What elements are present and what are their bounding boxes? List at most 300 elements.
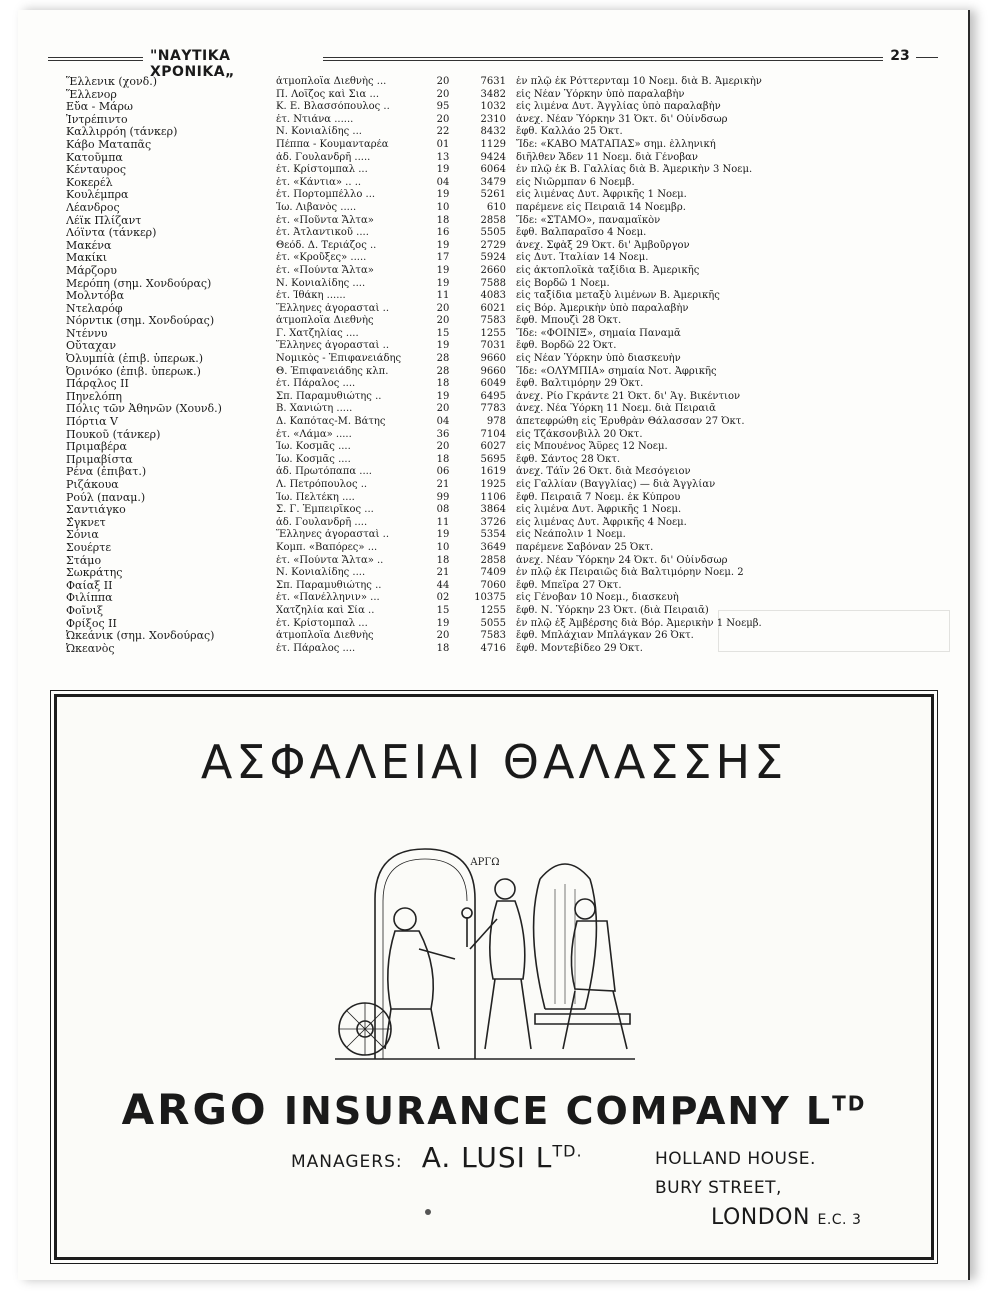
- printer-dot: [425, 1209, 431, 1215]
- ship-name: Φιλίππα: [66, 592, 113, 605]
- header-rule-far: [916, 57, 938, 59]
- ship-status: εἰς Δυτ. Ἰταλίαν 14 Νοεμ.: [516, 252, 649, 264]
- ship-row: [66, 126, 806, 139]
- ship-owner: Νομικὸς - Ἐπιφανειάδης: [276, 353, 402, 365]
- ship-status: Ἴδε: «ΟΛΥΜΠΙΑ» σημαία Νοτ. Ἀφρικῆς: [516, 365, 717, 377]
- header-rule-right: [323, 57, 883, 61]
- illustration-caption: ΑΡΓΩ: [470, 857, 500, 868]
- address-city: LONDON: [711, 1205, 810, 1230]
- ship-owner: ἐτ. «Πούντα Ἄλτα»: [276, 264, 374, 276]
- ship-owner: Ἰω. Κοσμᾶς ....: [276, 453, 351, 465]
- ship-owner: ἀτμοπλοΐα Διεθνὴς: [276, 315, 374, 327]
- ship-name: Σωκράτης: [66, 567, 123, 580]
- ship-tonnage: 7583: [480, 315, 506, 327]
- ship-row: [66, 454, 806, 467]
- ship-owner: ἐτ. Κρίστομπαλ ...: [276, 164, 368, 176]
- ship-name: Πουκοῦ (τάνκερ): [66, 428, 161, 441]
- ship-owner: Θεόδ. Δ. Τεριάζος ..: [276, 239, 377, 251]
- ship-owner: Θ. Ἐπιφανειάδης κλπ.: [276, 365, 389, 377]
- ship-name: Ὠκεάνικ (σημ. Χονδούρας): [66, 630, 215, 643]
- ship-year: 11: [436, 290, 450, 302]
- ship-name: Ντελαρόφ: [66, 302, 123, 315]
- ship-year: 19: [436, 529, 450, 541]
- ship-owner: Δ. Καπότας-Μ. Βάτης: [276, 416, 386, 428]
- ship-row: [66, 114, 806, 127]
- ship-name: Μάρζορυ: [66, 264, 117, 277]
- managers-name-text: A. LUSI L: [421, 1141, 553, 1174]
- company-rest: INSURANCE COMPANY L: [283, 1089, 833, 1133]
- ship-name: Ὀλυμπίὰ (ἐπιβ. ὑπερωκ.): [66, 353, 204, 366]
- ship-year: 19: [436, 277, 450, 289]
- ship-year: 11: [436, 516, 450, 528]
- ship-owner: ἐτ. Ἰθάκη ......: [276, 290, 346, 302]
- ship-tonnage: 7783: [480, 403, 506, 415]
- ship-status: διῆλθεν Ἄδεν 11 Νοεμ. διὰ Γένοβαν: [516, 151, 698, 163]
- ship-status: εἰς ἀκτοπλοϊκὰ ταξίδια Β. Ἀμερικῆς: [516, 264, 700, 276]
- ship-owner: Σπ. Παραμυθιώτης ..: [276, 579, 382, 591]
- ship-owner: Σ. Γ. Ἐμπειρῖκος ...: [276, 504, 374, 516]
- ship-year: 08: [436, 504, 450, 516]
- ship-tonnage: 7031: [480, 340, 506, 352]
- ship-tonnage: 3479: [480, 176, 506, 188]
- ship-year: 19: [436, 189, 450, 201]
- ship-tonnage: 9424: [480, 151, 506, 163]
- ship-status: ἔφθ. Μπουζὶ 28 Ὀκτ.: [516, 315, 622, 327]
- ship-owner: ἀτμοπλοΐα Διεθνὴς ...: [276, 76, 387, 87]
- ship-owner: Ἕλληνες ἀγορασταὶ ..: [276, 529, 390, 541]
- ship-tonnage: 1925: [480, 479, 506, 490]
- ship-row: [66, 366, 806, 379]
- ship-tonnage: 10375: [474, 592, 506, 604]
- ship-owner: Ἕλληνες ἀγορασταὶ ..: [276, 340, 390, 352]
- ship-status: εἰς Μπουένος Ἄϋρες 12 Νοεμ.: [516, 441, 668, 453]
- ship-status: ἔφθ. Μπεΐρα 27 Ὀκτ.: [516, 579, 622, 591]
- ship-status: Ἴδε: «ΚΑΒΟ ΜΑΤΑΠΑΣ» σημ. ἑλληνική: [516, 138, 716, 150]
- ship-name: Μερόπη (σημ. Χονδούρας): [66, 277, 212, 290]
- ship-status: ἀνεχ. Νέαν Ὑόρκην 24 Ὀκτ. δι' Οὐίνδσωρ: [516, 554, 728, 566]
- ship-year: 17: [436, 252, 450, 264]
- ship-owner: Κ. Ε. Βλασσόπουλος ..: [276, 101, 390, 113]
- ship-tonnage: 6021: [480, 302, 506, 314]
- ship-name: Κοκερέλ: [66, 176, 113, 189]
- ship-status: εἰς Τζάκσονβιλλ 20 Ὀκτ.: [516, 428, 643, 440]
- ship-status: εἰς λιμένας Δυτ. Ἀφρικῆς 1 Νοεμ.: [516, 189, 687, 201]
- newspaper-page: [18, 10, 970, 1280]
- ship-row: [66, 555, 806, 568]
- ship-status: ἔφθ. Βαλτιμόρην 29 Ὀκτ.: [516, 378, 644, 390]
- ship-name: Σ̓γκνετ: [66, 516, 106, 529]
- ship-tonnage: 1619: [480, 466, 506, 478]
- ship-row: [66, 630, 806, 643]
- ship-name: Πάρα̨λος II: [66, 378, 129, 391]
- ship-tonnage: 8432: [480, 126, 506, 138]
- ship-status: εἰς Νέαν Ὑόρκην ὑπὸ διασκευὴν: [516, 353, 681, 365]
- ship-status: ἀνεχ. Νέαν Ὑόρκην 31 Ὀκτ. δι' Οὐίνδσωρ: [516, 113, 728, 125]
- ship-year: 19: [436, 239, 450, 251]
- ship-name: Ριζάκουα: [66, 479, 119, 491]
- ship-year: 20: [436, 403, 450, 415]
- ship-owner: ἀδ. Γουλανδρῆ .....: [276, 151, 371, 163]
- ship-name: Εὔα - Μάρω: [66, 101, 133, 114]
- ship-tonnage: 1255: [480, 604, 506, 616]
- ship-name: Πριμαβέρα: [66, 441, 127, 454]
- ship-year: 44: [436, 579, 450, 591]
- ship-tonnage: 3482: [480, 88, 506, 100]
- ship-row: [66, 89, 806, 102]
- ship-name: Ὠκεανὸς: [66, 642, 115, 655]
- managers-label: MANAGERS:: [291, 1152, 403, 1172]
- ship-status: εἰς λιμένα Δυτ. Ἀγγλίας ὑπὸ παραλαβὴν: [516, 101, 721, 113]
- ship-row: [66, 466, 806, 479]
- ship-owner: ἐτ. Κρίστομπαλ ...: [276, 617, 368, 629]
- ship-row: [66, 315, 806, 328]
- ship-owner: ἀτμοπλοΐα Διεθνὴς: [276, 630, 374, 642]
- ship-row: [66, 240, 806, 253]
- ship-year: 19: [436, 617, 450, 629]
- ship-status: εἰς λιμένας Δυτ. Ἀφρικῆς 4 Νοεμ.: [516, 516, 687, 528]
- ship-row: [66, 643, 806, 656]
- ship-tonnage: 5505: [480, 227, 506, 239]
- ship-row: [66, 290, 806, 303]
- ship-status: ἔφθ. Σάντος 28 Ὀκτ.: [516, 453, 621, 465]
- ship-name: Ντέννυ: [66, 327, 108, 340]
- ship-year: 21: [436, 567, 450, 579]
- ship-status: παρέμενε εἰς Πειραιᾶ 14 Νοεμβρ.: [516, 201, 686, 213]
- ship-year: 22: [436, 126, 450, 138]
- ship-status: Ἴδε: «ΦΟΙΝΙΞ», σημαία Παναμᾶ: [516, 327, 681, 339]
- ship-year: 18: [436, 453, 450, 465]
- ship-owner: Γ. Χατζηλίας ....: [276, 327, 359, 339]
- ship-row: [66, 340, 806, 353]
- ship-owner: Β. Χανιώτη .....: [276, 403, 353, 415]
- ship-row: [66, 529, 806, 542]
- ship-tonnage: 1255: [480, 327, 506, 339]
- ship-tonnage: 1106: [480, 491, 506, 503]
- managers-name: [422, 1141, 583, 1174]
- ship-year: 21: [436, 479, 450, 490]
- ship-status: εἰς ταξίδια μεταξὺ λιμένων Β. Ἀμερικῆς: [516, 290, 720, 302]
- ship-status: ἔφθ. Ν. Ὑόρκην 23 Ὀκτ. (διὰ Πειραιᾶ): [516, 604, 709, 616]
- ship-tonnage: 2729: [480, 239, 506, 251]
- ship-row: [66, 492, 806, 505]
- ship-name: Μολντόβα: [66, 290, 125, 303]
- ship-row: [66, 202, 806, 215]
- ship-tonnage: 7631: [480, 76, 506, 87]
- ship-year: 13: [436, 151, 450, 163]
- ship-tonnage: 5055: [480, 617, 506, 629]
- ship-name: Στάμο: [66, 554, 102, 567]
- ship-owner: Ἕλληνες ἀγορασταὶ ..: [276, 302, 390, 314]
- ship-row: [66, 504, 806, 517]
- ship-status: εἰς Γένοβαν 10 Νοεμ., διασκευὴ: [516, 592, 679, 604]
- ship-status: ἐν πλῷ ἐκ Πειραιῶς διὰ Βαλτιμόρην Νοεμ. 2: [516, 567, 744, 579]
- ship-row: [66, 567, 806, 580]
- ship-tonnage: 9660: [480, 365, 506, 377]
- ship-name: Κένταυρος: [66, 164, 127, 177]
- ship-name: Φρίξος II: [66, 617, 117, 630]
- ship-tonnage: 4083: [480, 290, 506, 302]
- ship-tonnage: 7588: [480, 277, 506, 289]
- ship-status: εἰς Γαλλίαν (Βαγγλίας) — διὰ Ἀγγλίαν: [516, 479, 716, 490]
- address-city-line: [655, 1203, 905, 1235]
- ship-name: Λέϊκ Πλίζαντ: [66, 214, 142, 227]
- ship-owner: Λ. Πετρόπουλος ..: [276, 479, 368, 490]
- ship-row: [66, 139, 806, 152]
- ship-owner: ἐτ. Ἀτλαντικοῦ ....: [276, 227, 369, 239]
- ship-year: 20: [436, 88, 450, 100]
- ship-row: [66, 441, 806, 454]
- ship-status: ἔφθ. Καλλάο 25 Ὀκτ.: [516, 126, 623, 138]
- ship-owner: ἀδ. Πρωτόπαπα ....: [276, 466, 372, 478]
- address-line-1: HOLLAND HOUSE.: [655, 1149, 816, 1169]
- ship-status: ἔφθ. Μοντεβίδεο 29 Ὀκτ.: [516, 642, 643, 654]
- ship-status: ἀπετεφρώθη εἰς Ἐρυθρὰν Θάλασσαν 27 Ὀκτ.: [516, 416, 745, 428]
- ship-row: [66, 391, 806, 404]
- ship-tonnage: 6495: [480, 390, 506, 402]
- ship-tonnage: 5354: [480, 529, 506, 541]
- ship-owner: ἐτ. «Πούντα Ἄλτα» ..: [276, 554, 384, 566]
- ship-tonnage: 3864: [480, 504, 506, 516]
- ad-title: ΑΣΦΑΛΕΙΑΙ ΘΑΛΑΣΣΗΣ: [200, 735, 788, 789]
- ship-status: ἔφθ. Πειραιᾶ 7 Νοεμ. ἐκ Κύπρου: [516, 491, 681, 503]
- ship-year: 95: [436, 101, 450, 113]
- ship-tonnage: 3726: [480, 516, 506, 528]
- ship-year: 28: [436, 353, 450, 365]
- ship-row: [66, 227, 806, 240]
- ship-name: Κατοῦμπα: [66, 151, 123, 164]
- ship-status: εἰς Βόρ. Ἀμερικὴν ὑπὸ παραλαβὴν: [516, 302, 689, 314]
- ship-year: 20: [436, 315, 450, 327]
- ship-year: 99: [436, 491, 450, 503]
- ship-owner: Σπ. Παραμυθιώτης ..: [276, 390, 382, 402]
- ship-owner: ἐτ. Ντιάνα ......: [276, 113, 354, 125]
- ship-name: Σόνια: [66, 529, 99, 542]
- ship-status: ἔφθ. Βαλπαραῖσο 4 Νοεμ.: [516, 227, 647, 239]
- ship-name: Πόλις τῶν Ἀθηνῶν (Χουνδ.): [66, 403, 222, 416]
- ship-year: 18: [436, 214, 450, 226]
- ship-name: Ὀρινόκο (ἐπιβ. ὑπερωκ.): [66, 365, 201, 378]
- ship-year: 18: [436, 642, 450, 654]
- ship-name: Κουλέμπρα: [66, 189, 129, 202]
- ship-name: Σουέρτε: [66, 541, 112, 554]
- ship-name: Ρούλ (παναμ.): [66, 491, 146, 504]
- ship-tonnage: 6049: [480, 378, 506, 390]
- ship-row: [66, 580, 806, 593]
- ship-row: [66, 378, 806, 391]
- ship-tonnage: 6064: [480, 164, 506, 176]
- ship-owner: ἐτ. Πάραλος ....: [276, 378, 356, 390]
- ship-year: 20: [436, 630, 450, 642]
- ship-year: 20: [436, 113, 450, 125]
- ship-year: 19: [436, 264, 450, 276]
- ship-status-table: [66, 76, 806, 655]
- ship-row: [66, 328, 806, 341]
- ship-owner: ἐτ. Πάραλος ....: [276, 642, 356, 654]
- ship-row: [66, 164, 806, 177]
- ship-status: ἀνεχ. Τάϊν 26 Ὀκτ. διὰ Μεσόγειον: [516, 466, 691, 478]
- ship-row: [66, 189, 806, 202]
- ship-tonnage: 2660: [480, 264, 506, 276]
- ship-name: Ρένα (ἐπιβατ.): [66, 466, 147, 479]
- ship-owner: Π. Λοΐζος καὶ Σια ...: [276, 88, 380, 100]
- ship-row: [66, 416, 806, 429]
- ship-row: [66, 278, 806, 291]
- ship-name: Λέανδρος: [66, 201, 120, 214]
- ship-tonnage: 610: [486, 201, 506, 213]
- ship-owner: Χατζηλία καὶ Σία ..: [276, 604, 375, 616]
- ship-owner: ἐτ. «Ποῦντα Ἄλτα»: [276, 214, 374, 226]
- ship-row: [66, 517, 806, 530]
- ship-status: ἐν πλῷ ἐξ Ἀμβέρσης διὰ Βόρ. Ἀμερικὴν 1 Νοεμβ.: [516, 617, 762, 629]
- company-sup: TD: [832, 1091, 867, 1116]
- ship-tonnage: 1032: [480, 101, 506, 113]
- ship-row: [66, 76, 806, 89]
- ship-year: 19: [436, 390, 450, 402]
- ship-status: ἐν πλῷ ἐκ Β. Γαλλίας διὰ Β. Ἀμερικὴν 3 Νοεμ.: [516, 164, 753, 176]
- ship-owner: ἐτ. «Λάμα» .....: [276, 428, 352, 440]
- ship-year: 06: [436, 466, 450, 478]
- ship-owner: Κομπ. «Βαπόρες» ...: [276, 541, 378, 553]
- ship-status: παρέμενε Σαβόναν 25 Ὀκτ.: [516, 541, 654, 553]
- ship-year: 28: [436, 365, 450, 377]
- ship-owner: Ἰω. Πελτέκη ....: [276, 491, 355, 503]
- ship-row: [66, 353, 806, 366]
- ship-status: εἰς λιμένα Δυτ. Ἀφρικῆς 1 Νοεμ.: [516, 504, 682, 516]
- ship-year: 02: [436, 592, 450, 604]
- ship-name: Ἕλλενικ (χονδ.): [66, 76, 158, 88]
- ship-year: 10: [436, 541, 450, 553]
- ship-row: [66, 101, 806, 114]
- ship-year: 01: [436, 138, 450, 150]
- ship-tonnage: 7060: [480, 579, 506, 591]
- ship-status: Ἴδε: «ΣΤΑΜΟ», παναμαϊκὸν: [516, 214, 661, 226]
- ship-row: [66, 605, 806, 618]
- ship-tonnage: 7583: [480, 630, 506, 642]
- ship-row: [66, 592, 806, 605]
- ship-row: [66, 403, 806, 416]
- ship-tonnage: 6027: [480, 441, 506, 453]
- ship-name: Μακίκι: [66, 252, 108, 265]
- ship-name: Κάβο Ματαπᾶς: [66, 138, 152, 151]
- ship-year: 04: [436, 176, 450, 188]
- ship-owner: ἐτ. «Πανέλληνιν» ...: [276, 592, 380, 604]
- ship-year: 20: [436, 441, 450, 453]
- ship-owner: ἐτ. «Κάντια» .. ..: [276, 176, 362, 188]
- ship-tonnage: 5695: [480, 453, 506, 465]
- ship-name: Καλλιρρόη (τάνκερ): [66, 126, 178, 139]
- ship-tonnage: 978: [486, 416, 506, 428]
- ship-row: [66, 177, 806, 190]
- ship-tonnage: 5924: [480, 252, 506, 264]
- ship-year: 15: [436, 327, 450, 339]
- ship-tonnage: 1129: [480, 138, 506, 150]
- managers-sup: TD.: [552, 1141, 583, 1161]
- ship-row: [66, 252, 806, 265]
- ship-row: [66, 429, 806, 442]
- ship-owner: Ν. Κονιαλίδης ...: [276, 126, 362, 138]
- ship-name: Πηνελόπη: [66, 390, 122, 403]
- ship-name: Φοῖνιξ: [66, 604, 104, 617]
- address-postcode: E.C. 3: [817, 1212, 862, 1228]
- ship-tonnage: 7409: [480, 567, 506, 579]
- ship-status: εἰς Νέαν Ὑόρκην ὑπὸ παραλαβὴν: [516, 88, 685, 100]
- ship-name: Σαντιάγκο: [66, 504, 126, 517]
- ship-status: ἔφθ. Βορδῶ 22 Ὀκτ.: [516, 340, 617, 352]
- ship-tonnage: 9660: [480, 353, 506, 365]
- ship-owner: Ν. Κονιαλίδης ....: [276, 277, 366, 289]
- ship-owner: ἀδ. Γουλανδρῆ ....: [276, 516, 368, 528]
- argonauts-illustration: [335, 809, 635, 1067]
- ship-status: εἰς Νιῶρμπαν 6 Νοεμβ.: [516, 176, 635, 188]
- ship-name: Ἰντρέπιντο: [66, 113, 128, 126]
- company-name: [57, 1085, 931, 1134]
- ship-year: 16: [436, 227, 450, 239]
- ship-row: [66, 303, 806, 316]
- ship-tonnage: 4716: [480, 642, 506, 654]
- ship-status: ἔφθ. Μπλάχιαν Μπλάγκαν 26 Ὀκτ.: [516, 630, 694, 642]
- ship-name: Φαίαξ II: [66, 579, 113, 592]
- header-rule-left: [48, 57, 143, 61]
- ship-status: ἀνεχ. Σφὰξ 29 Ὀκτ. δι' Ἀμβοῦργον: [516, 239, 690, 251]
- ship-name: Λόϊντα (τάνκερ): [66, 227, 157, 240]
- ship-year: 10: [436, 201, 450, 213]
- ship-name: Πριμαβίστα: [66, 453, 133, 466]
- ship-name: Οὔταχαν: [66, 340, 116, 353]
- ship-year: 36: [436, 428, 450, 440]
- address-line-2: BURY STREET,: [655, 1178, 782, 1198]
- ship-name: Νόρντικ (σημ. Χονδούρας): [66, 315, 215, 328]
- ship-row: [66, 152, 806, 165]
- ship-row: [66, 479, 806, 492]
- ship-owner: Πέππα - Κουμανταρέα: [276, 138, 389, 150]
- ship-year: 19: [436, 340, 450, 352]
- ship-year: 19: [436, 164, 450, 176]
- ship-row: [66, 215, 806, 228]
- ship-year: 18: [436, 378, 450, 390]
- ship-year: 15: [436, 604, 450, 616]
- ship-tonnage: 7104: [480, 428, 506, 440]
- ship-tonnage: 2310: [480, 113, 506, 125]
- ship-status: εἰς Νεάπολιν 1 Νοεμ.: [516, 529, 626, 541]
- ship-name: Ἕλλενορ: [66, 88, 117, 101]
- ship-name: Μακένα: [66, 239, 112, 252]
- page-number: 23: [890, 48, 910, 64]
- ship-tonnage: 2858: [480, 214, 506, 226]
- ship-year: 04: [436, 416, 450, 428]
- ship-year: 20: [436, 302, 450, 314]
- ship-row: [66, 265, 806, 278]
- magazine-title: "ΝΑΥΤΙΚΑ ΧΡΟΝΙΚΑ„: [150, 48, 235, 80]
- ship-tonnage: 5261: [480, 189, 506, 201]
- company-argo: ARGO: [121, 1085, 269, 1134]
- company-address: [655, 1145, 905, 1235]
- ship-owner: Ἰω. Κοσμᾶς ....: [276, 441, 351, 453]
- ship-owner: Ἰω. Λιβανὸς .....: [276, 201, 357, 213]
- ship-status: ἐν πλῷ ἐκ Ρόττερνταμ 10 Νοεμ. διὰ Β. Ἀμερικὴν: [516, 76, 762, 87]
- ship-status: ἀνεχ. Νέα Ὑόρκη 11 Νοεμ. διὰ Πειραιᾶ: [516, 403, 716, 415]
- page-header: [48, 48, 938, 80]
- ship-year: 20: [436, 76, 450, 87]
- ship-year: 18: [436, 554, 450, 566]
- argo-insurance-advertisement: [54, 694, 934, 1260]
- ship-status: εἰς Βορδῶ 1 Νοεμ.: [516, 277, 610, 289]
- ship-row: [66, 542, 806, 555]
- ship-owner: ἐτ. «Κροῦξες» .....: [276, 252, 367, 264]
- ship-owner: Ν. Κονιαλίδης ....: [276, 567, 366, 579]
- ship-owner: ἐτ. Πορτομπέλλο ...: [276, 189, 376, 201]
- ship-tonnage: 2858: [480, 554, 506, 566]
- ship-status: ἀνεχ. Ρίο Γκράντε 21 Ὀκτ. δι' Ἁγ. Βικέντιον: [516, 390, 741, 402]
